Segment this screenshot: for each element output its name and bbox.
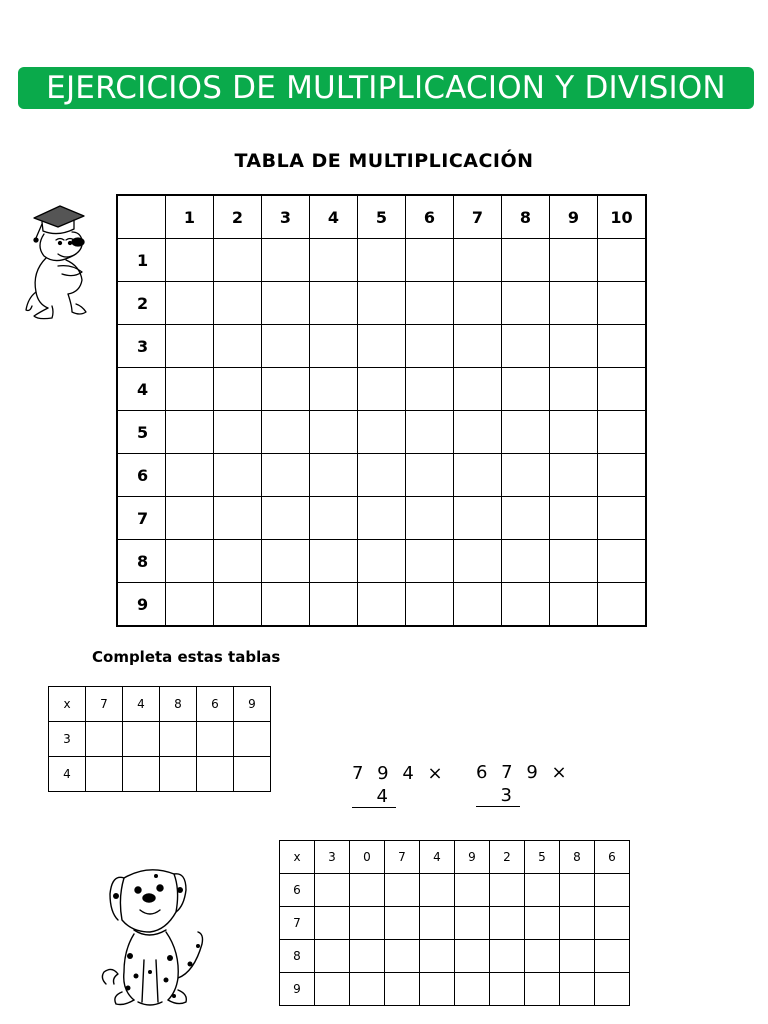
- answer-cell[interactable]: [490, 940, 525, 973]
- answer-cell[interactable]: [358, 497, 406, 540]
- answer-cell[interactable]: [262, 368, 310, 411]
- answer-cell[interactable]: [350, 940, 385, 973]
- answer-cell[interactable]: [315, 874, 350, 907]
- answer-cell[interactable]: [214, 239, 262, 282]
- answer-cell[interactable]: [420, 874, 455, 907]
- answer-cell[interactable]: [358, 454, 406, 497]
- answer-cell[interactable]: [406, 239, 454, 282]
- column-header: 1: [166, 195, 214, 239]
- answer-cell[interactable]: [598, 282, 647, 325]
- answer-cell[interactable]: [214, 583, 262, 627]
- answer-cell[interactable]: [197, 757, 234, 792]
- answer-cell[interactable]: [262, 540, 310, 583]
- answer-cell[interactable]: [358, 411, 406, 454]
- answer-cell[interactable]: [310, 325, 358, 368]
- column-header: 10: [598, 195, 647, 239]
- column-header: 0: [350, 841, 385, 874]
- table-header-row: [117, 195, 646, 239]
- row-header: 2: [117, 282, 166, 325]
- instructions-text: Completa estas tablas: [92, 648, 281, 666]
- answer-cell[interactable]: [315, 973, 350, 1006]
- column-header: 4: [123, 687, 160, 722]
- wide-multiplication-table: [279, 840, 630, 1006]
- column-header: 7: [86, 687, 123, 722]
- answer-cell[interactable]: [310, 411, 358, 454]
- answer-cell[interactable]: [234, 722, 271, 757]
- answer-cell[interactable]: [166, 583, 214, 627]
- answer-cell[interactable]: [406, 497, 454, 540]
- column-header: 9: [455, 841, 490, 874]
- answer-cell[interactable]: [454, 368, 502, 411]
- answer-cell[interactable]: [310, 497, 358, 540]
- column-header: 8: [502, 195, 550, 239]
- answer-cell[interactable]: [350, 973, 385, 1006]
- answer-cell[interactable]: [550, 454, 598, 497]
- answer-cell[interactable]: [406, 583, 454, 627]
- answer-cell[interactable]: [166, 325, 214, 368]
- answer-cell[interactable]: [502, 583, 550, 627]
- answer-cell[interactable]: [166, 239, 214, 282]
- answer-cell[interactable]: [214, 325, 262, 368]
- multiplication-table-title: TABLA DE MULTIPLICACIÓN: [234, 150, 534, 172]
- table-row: [280, 940, 630, 973]
- answer-cell[interactable]: [166, 368, 214, 411]
- answer-cell[interactable]: [550, 282, 598, 325]
- answer-cell[interactable]: [598, 540, 647, 583]
- answer-cell[interactable]: [550, 368, 598, 411]
- answer-cell[interactable]: [560, 907, 595, 940]
- answer-cell[interactable]: [420, 973, 455, 1006]
- answer-cell[interactable]: [166, 540, 214, 583]
- graduate-dog-icon: [22, 200, 92, 325]
- answer-cell[interactable]: [454, 583, 502, 627]
- problem-multiplicand: 7 9 4 ×: [352, 763, 447, 784]
- row-header: 4: [117, 368, 166, 411]
- worksheet-banner: [18, 67, 754, 109]
- column-header: 2: [490, 841, 525, 874]
- table-row: [49, 757, 271, 792]
- answer-cell[interactable]: [454, 497, 502, 540]
- answer-cell[interactable]: [598, 454, 647, 497]
- answer-cell[interactable]: [310, 239, 358, 282]
- banner-text: EJERCICIOS DE MULTIPLICACION Y DIVISION: [46, 70, 726, 106]
- answer-cell[interactable]: [420, 907, 455, 940]
- answer-cell[interactable]: [502, 325, 550, 368]
- answer-cell[interactable]: [166, 411, 214, 454]
- answer-cell[interactable]: [350, 907, 385, 940]
- answer-cell[interactable]: [86, 722, 123, 757]
- answer-cell[interactable]: [502, 368, 550, 411]
- answer-cell[interactable]: [166, 282, 214, 325]
- row-header: 7: [117, 497, 166, 540]
- column-header: 6: [197, 687, 234, 722]
- table-header-row: [280, 841, 630, 874]
- answer-cell[interactable]: [455, 874, 490, 907]
- answer-cell[interactable]: [385, 907, 420, 940]
- column-header: 3: [262, 195, 310, 239]
- answer-cell[interactable]: [502, 282, 550, 325]
- answer-cell[interactable]: [214, 497, 262, 540]
- answer-cell[interactable]: [350, 874, 385, 907]
- answer-cell[interactable]: [560, 940, 595, 973]
- table-row: [117, 583, 646, 627]
- row-header: 6: [117, 454, 166, 497]
- answer-cell[interactable]: [454, 454, 502, 497]
- answer-cell[interactable]: [525, 874, 560, 907]
- table-row: [117, 282, 646, 325]
- answer-cell[interactable]: [310, 454, 358, 497]
- answer-cell[interactable]: [262, 497, 310, 540]
- answer-cell[interactable]: [550, 239, 598, 282]
- answer-cell[interactable]: [595, 973, 630, 1006]
- answer-cell[interactable]: [166, 454, 214, 497]
- answer-cell[interactable]: [502, 239, 550, 282]
- table-row: [117, 497, 646, 540]
- answer-cell[interactable]: [560, 874, 595, 907]
- answer-cell[interactable]: [406, 411, 454, 454]
- answer-cell[interactable]: [455, 940, 490, 973]
- answer-cell[interactable]: [455, 907, 490, 940]
- answer-cell[interactable]: [550, 497, 598, 540]
- answer-cell[interactable]: [454, 325, 502, 368]
- table-corner-cell: x: [49, 687, 86, 722]
- column-header: 8: [560, 841, 595, 874]
- row-header: 4: [49, 757, 86, 792]
- row-header: 6: [280, 874, 315, 907]
- table-corner-cell: x: [280, 841, 315, 874]
- answer-cell[interactable]: [454, 239, 502, 282]
- table-row: [117, 454, 646, 497]
- answer-cell[interactable]: [598, 325, 647, 368]
- column-header: 9: [234, 687, 271, 722]
- table-row: [49, 722, 271, 757]
- answer-cell[interactable]: [262, 411, 310, 454]
- table-row: [117, 325, 646, 368]
- answer-cell[interactable]: [454, 540, 502, 583]
- multiplication-table: [116, 194, 647, 627]
- answer-cell[interactable]: [490, 907, 525, 940]
- answer-cell[interactable]: [358, 368, 406, 411]
- answer-cell[interactable]: [595, 907, 630, 940]
- row-header: 9: [117, 583, 166, 627]
- column-header: 4: [310, 195, 358, 239]
- answer-cell[interactable]: [490, 874, 525, 907]
- answer-cell[interactable]: [455, 973, 490, 1006]
- table-header-row: [49, 687, 271, 722]
- answer-cell[interactable]: [406, 454, 454, 497]
- column-header: 2: [214, 195, 262, 239]
- row-header: 5: [117, 411, 166, 454]
- multiplication-problem-1: [352, 763, 447, 808]
- answer-cell[interactable]: [454, 411, 502, 454]
- row-header: 3: [117, 325, 166, 368]
- answer-cell[interactable]: [550, 540, 598, 583]
- answer-cell[interactable]: [490, 973, 525, 1006]
- answer-cell[interactable]: [315, 907, 350, 940]
- answer-cell[interactable]: [123, 722, 160, 757]
- column-header: 7: [454, 195, 502, 239]
- answer-cell[interactable]: [160, 757, 197, 792]
- answer-cell[interactable]: [385, 973, 420, 1006]
- row-header: 7: [280, 907, 315, 940]
- answer-cell[interactable]: [214, 540, 262, 583]
- answer-cell[interactable]: [598, 583, 647, 627]
- answer-cell[interactable]: [310, 540, 358, 583]
- answer-cell[interactable]: [406, 282, 454, 325]
- answer-cell[interactable]: [420, 940, 455, 973]
- answer-cell[interactable]: [454, 282, 502, 325]
- problem-multiplier: 4: [352, 786, 396, 808]
- answer-cell[interactable]: [550, 583, 598, 627]
- answer-cell[interactable]: [385, 874, 420, 907]
- column-header: 5: [358, 195, 406, 239]
- answer-cell[interactable]: [560, 973, 595, 1006]
- answer-cell[interactable]: [262, 325, 310, 368]
- table-row: [117, 540, 646, 583]
- answer-cell[interactable]: [598, 411, 647, 454]
- answer-cell[interactable]: [358, 239, 406, 282]
- column-header: 6: [406, 195, 454, 239]
- answer-cell[interactable]: [262, 239, 310, 282]
- row-header: 8: [280, 940, 315, 973]
- table-row: [280, 973, 630, 1006]
- column-header: 6: [595, 841, 630, 874]
- answer-cell[interactable]: [197, 722, 234, 757]
- answer-cell[interactable]: [358, 282, 406, 325]
- answer-cell[interactable]: [166, 497, 214, 540]
- problem-multiplier: 3: [476, 785, 520, 807]
- answer-cell[interactable]: [214, 282, 262, 325]
- answer-cell[interactable]: [595, 940, 630, 973]
- answer-cell[interactable]: [525, 973, 560, 1006]
- answer-cell[interactable]: [310, 583, 358, 627]
- column-header: 3: [315, 841, 350, 874]
- answer-cell[interactable]: [234, 757, 271, 792]
- answer-cell[interactable]: [214, 368, 262, 411]
- answer-cell[interactable]: [123, 757, 160, 792]
- answer-cell[interactable]: [310, 282, 358, 325]
- column-header: 5: [525, 841, 560, 874]
- column-header: 8: [160, 687, 197, 722]
- answer-cell[interactable]: [595, 874, 630, 907]
- answer-cell[interactable]: [525, 940, 560, 973]
- row-header: 9: [280, 973, 315, 1006]
- answer-cell[interactable]: [502, 497, 550, 540]
- answer-cell[interactable]: [315, 940, 350, 973]
- row-header: 1: [117, 239, 166, 282]
- answer-cell[interactable]: [598, 497, 647, 540]
- table-corner-cell: [117, 195, 166, 239]
- answer-cell[interactable]: [358, 325, 406, 368]
- multiplication-problem-2: [476, 762, 571, 807]
- table-row: [117, 239, 646, 282]
- answer-cell[interactable]: [262, 583, 310, 627]
- row-header: 3: [49, 722, 86, 757]
- answer-cell[interactable]: [86, 757, 123, 792]
- table-row: [280, 907, 630, 940]
- answer-cell[interactable]: [502, 411, 550, 454]
- answer-cell[interactable]: [406, 540, 454, 583]
- answer-cell[interactable]: [502, 454, 550, 497]
- answer-cell[interactable]: [525, 907, 560, 940]
- column-header: 4: [420, 841, 455, 874]
- problem-multiplicand: 6 7 9 ×: [476, 762, 571, 783]
- answer-cell[interactable]: [262, 454, 310, 497]
- answer-cell[interactable]: [406, 325, 454, 368]
- answer-cell[interactable]: [502, 540, 550, 583]
- answer-cell[interactable]: [550, 325, 598, 368]
- answer-cell[interactable]: [406, 368, 454, 411]
- table-row: [117, 411, 646, 454]
- answer-cell[interactable]: [310, 368, 358, 411]
- table-row: [117, 368, 646, 411]
- answer-cell[interactable]: [385, 940, 420, 973]
- answer-cell[interactable]: [358, 583, 406, 627]
- answer-cell[interactable]: [214, 454, 262, 497]
- answer-cell[interactable]: [160, 722, 197, 757]
- answer-cell[interactable]: [598, 368, 647, 411]
- table-row: [280, 874, 630, 907]
- answer-cell[interactable]: [550, 411, 598, 454]
- answer-cell[interactable]: [598, 239, 647, 282]
- answer-cell[interactable]: [358, 540, 406, 583]
- column-header: 7: [385, 841, 420, 874]
- answer-cell[interactable]: [214, 411, 262, 454]
- answer-cell[interactable]: [262, 282, 310, 325]
- small-multiplication-table: [48, 686, 271, 792]
- column-header: 9: [550, 195, 598, 239]
- dalmatian-puppy-icon: [94, 860, 209, 1010]
- row-header: 8: [117, 540, 166, 583]
